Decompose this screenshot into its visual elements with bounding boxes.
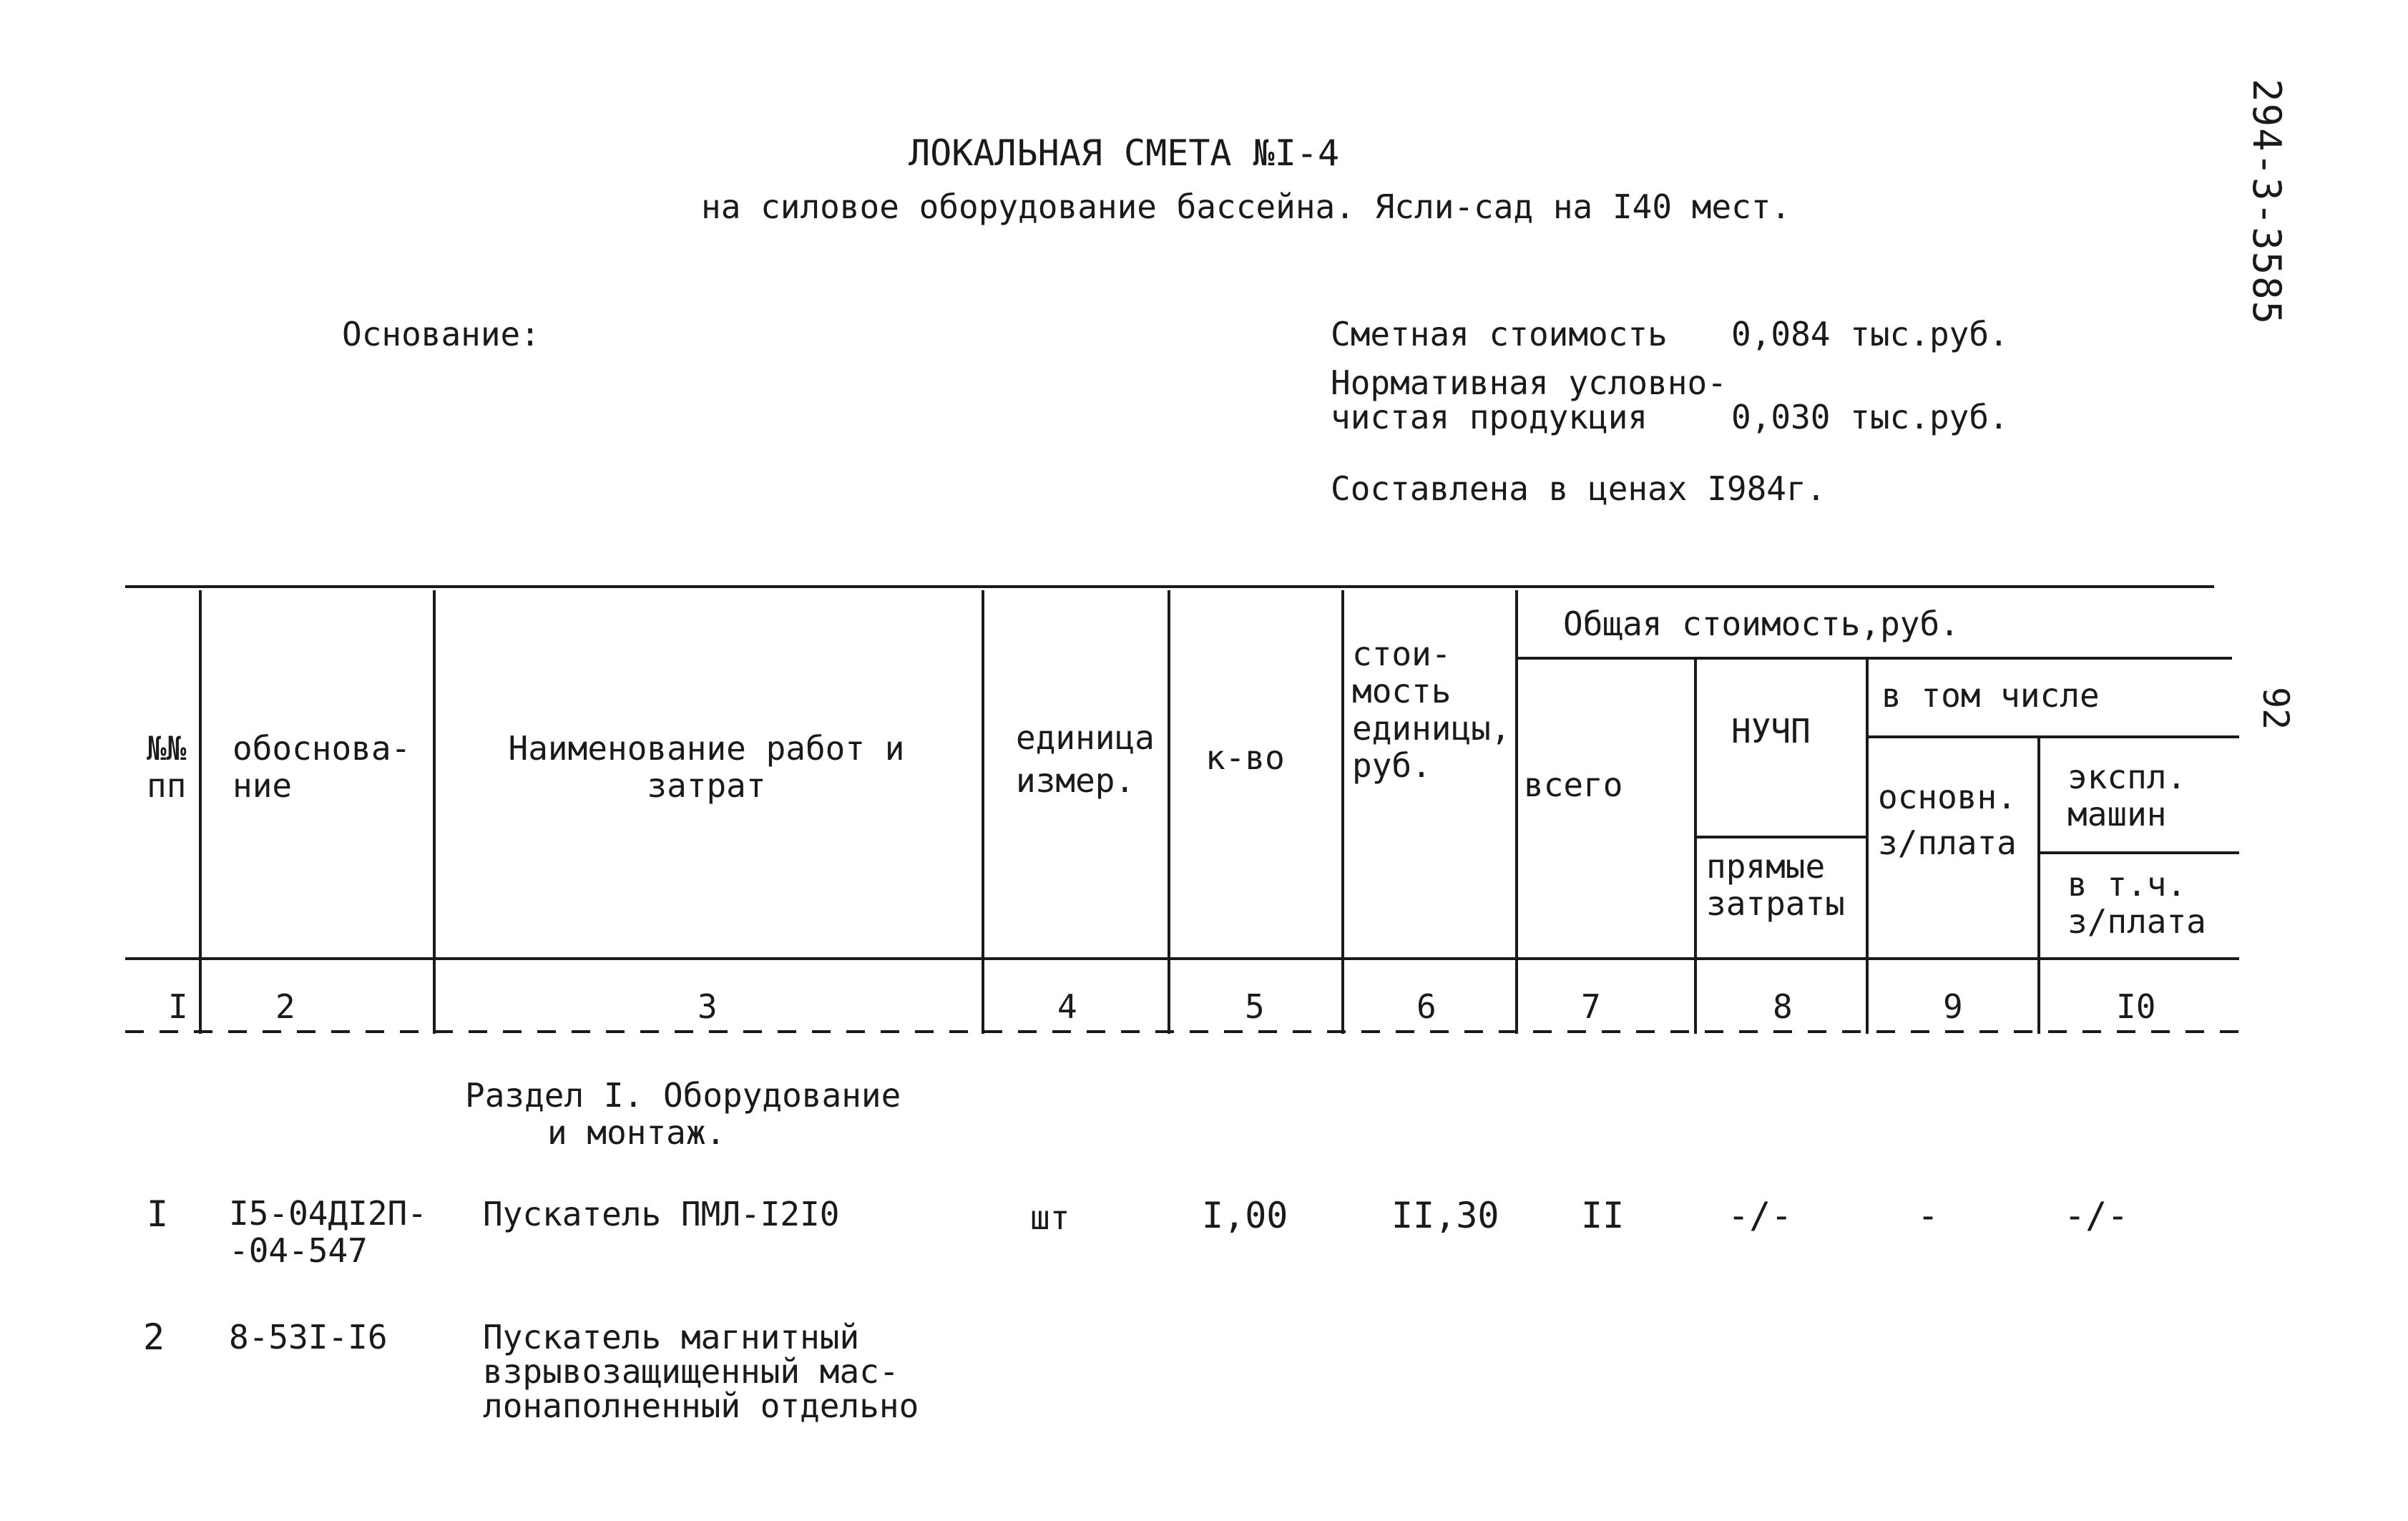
col-number-7: 7 (1581, 987, 1601, 1026)
col-divider-6 (1515, 590, 1518, 1034)
col-number-3: 3 (698, 987, 718, 1026)
col-number-4: 4 (1057, 987, 1077, 1026)
col-number-5: 5 (1245, 987, 1265, 1026)
header-unit-cost: стои- мость единицы, руб. (1352, 635, 1511, 785)
row-1-qty: I,00 (1202, 1195, 1288, 1236)
header-nuchp: НУЧП (1731, 712, 1811, 750)
row-1-nuchp: -/- (1728, 1195, 1793, 1236)
incl-divider (1867, 735, 2239, 738)
header-num: №№ пп (147, 729, 187, 805)
header-incl: в том числе (1881, 676, 2100, 715)
col-divider-4 (1168, 590, 1170, 1034)
col-divider-9 (2037, 737, 2040, 1034)
col-divider-8 (1866, 658, 1869, 1034)
basis-label: Основание: (342, 315, 540, 353)
page-number: 92 (2255, 687, 2296, 730)
col-divider-3 (982, 590, 984, 1034)
row-1-name: Пускатель ПМЛ-I2I0 (483, 1195, 840, 1233)
col-divider-5 (1341, 590, 1344, 1034)
header-basis: обоснова- ние (233, 729, 411, 805)
table-top-line (125, 585, 2214, 588)
header-bottom-line (125, 957, 2239, 960)
row-1-unit: шт (1030, 1198, 1070, 1237)
col-divider-2 (433, 590, 436, 1034)
row-1-basis: I5-04ДI2П- -04-547 (229, 1194, 427, 1270)
section-title: Раздел I. Оборудование и монтаж. (465, 1076, 901, 1152)
normative-label-line2: чистая продукция (1331, 398, 1648, 436)
row-1-num: I (147, 1193, 169, 1235)
header-unit: единица измер. (1016, 718, 1155, 800)
col-number-8: 8 (1773, 987, 1793, 1026)
header-total-group: Общая стоимость,руб. (1563, 605, 1959, 643)
normative-label-line1: Нормативная условно- (1331, 363, 1727, 402)
prices-note: Составлена в ценах I984г. (1331, 469, 1826, 508)
row-1-total: II (1581, 1195, 1625, 1236)
nuchp-divider (1695, 836, 1867, 838)
col-number-2: 2 (275, 987, 295, 1026)
col-divider-7 (1694, 658, 1697, 1034)
col-divider-1 (199, 590, 202, 1034)
colnum-bottom-line (125, 1030, 2239, 1033)
row-2-basis: 8-53I-I6 (229, 1318, 388, 1356)
col-number-10: I0 (2116, 987, 2156, 1026)
estimate-cost-label: Сметная стоимость (1331, 315, 1668, 353)
header-direct: прямые затраты (1706, 847, 1845, 923)
header-name: Наименование работ и затрат (508, 729, 905, 805)
col-number-6: 6 (1416, 987, 1437, 1026)
document-title: ЛОКАЛЬНАЯ СМЕТА №I-4 (909, 132, 1340, 174)
col-number-9: 9 (1943, 987, 1963, 1026)
header-wage: основн. з/плата (1878, 778, 2017, 862)
machine-divider (2039, 851, 2239, 854)
header-machine-wage: в т.ч. з/плата (2067, 865, 2206, 941)
estimate-cost-value: 0,084 тыс.руб. (1731, 315, 2009, 353)
header-qty: к-во (1205, 738, 1285, 777)
document-subtitle: на силовое оборудование бассейна. Ясли-сад на I40 мест. (701, 187, 1791, 226)
row-1-unit-cost: II,30 (1391, 1195, 1499, 1236)
row-1-machine: -/- (2064, 1195, 2129, 1236)
header-total: всего (1524, 766, 1623, 804)
total-group-divider (1517, 657, 2232, 660)
row-1-wage: - (1917, 1195, 1939, 1236)
header-machine: экспл. машин (2067, 758, 2187, 833)
row-2-name: Пускатель магнитный взрывозащищенный мас- лонаполненный отдельно (483, 1318, 919, 1425)
document-code: 294-3-3585 (2244, 79, 2289, 326)
col-number-1: I (168, 987, 188, 1026)
row-2-num: 2 (143, 1316, 165, 1358)
normative-value: 0,030 тыс.руб. (1731, 398, 2009, 436)
